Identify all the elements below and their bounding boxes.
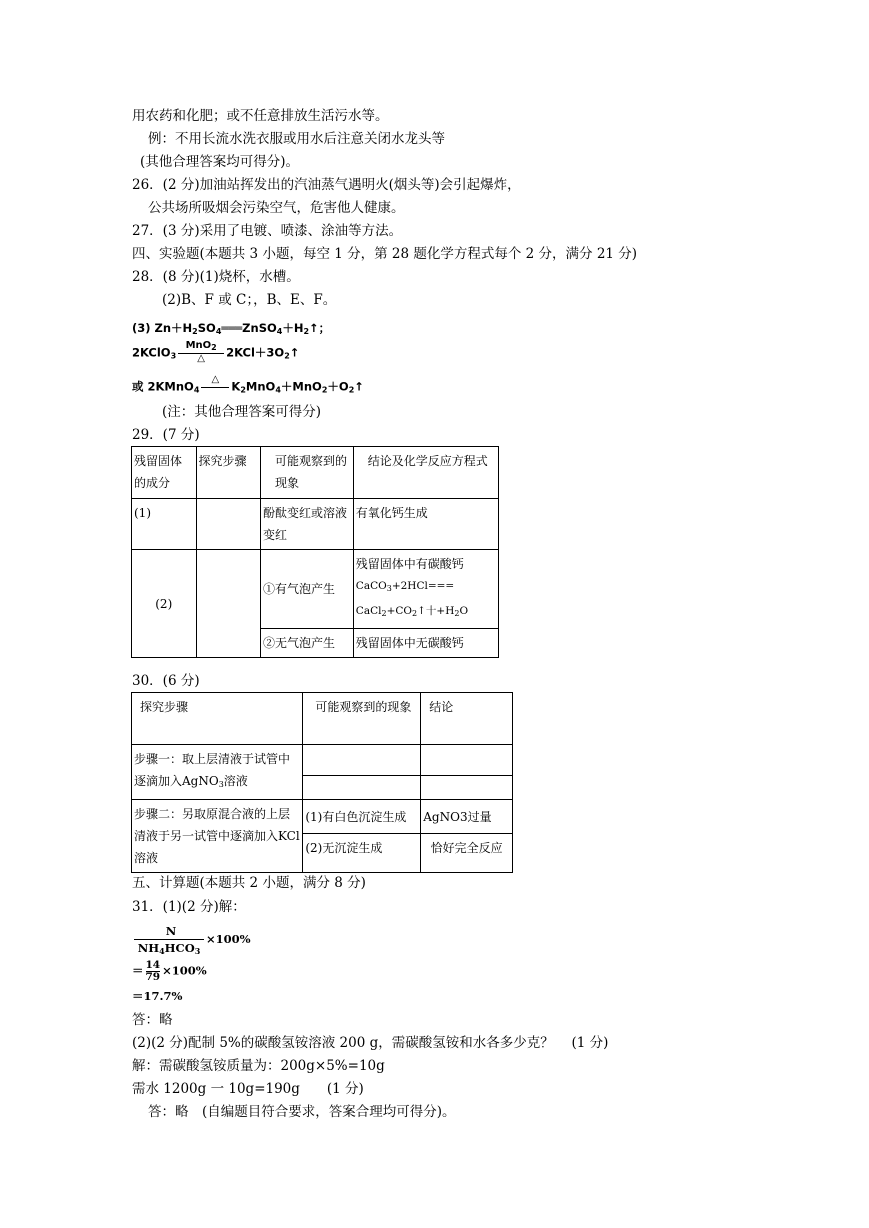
table-30 [131,692,513,873]
table-header-row [132,693,513,745]
question-30: 30．(6 分) [132,673,200,689]
text-line: 公共场所吸烟会污染空气，危害他人健康。 [148,200,405,216]
equation-kmno4: 或 2KMnO$_4$ △ $K_2MnO_4+MnO_2+O_2↑$ [132,374,364,395]
formula-term: ×100% [206,932,251,946]
text-line: 需水 1200g 一 10g=190g (1 分) [132,1081,364,1097]
section-heading-experiment: 四、实验题(本题共 3 小题，每空 1 分，第 28 题化学方程式每个 2 分，满分 21 分) [132,246,638,262]
table-cell [421,775,513,799]
header-cell: 残留固体的成分 [132,447,197,499]
formula-row: ＝ $\frac{14}{79}$ ×100% [132,959,207,983]
text-line: 例：不用长流水洗衣服或用水后注意关闭水龙头等 [148,131,445,147]
table-29 [131,446,499,658]
answer-line: 答：略 [132,1012,173,1028]
header-cell: 探究步骤 [196,447,261,499]
table-cell [196,550,261,658]
question-31: 31．(1)(2 分)解： [132,899,246,915]
formula-row: ＝17.7% [132,989,183,1003]
fraction-denominator: $NH_4HCO_3$ [137,941,201,956]
note-line: (注：其他合理答案可得分) [162,404,322,420]
text-line: 解：需碳酸氢铵质量为：200g×5%=10g [132,1058,385,1074]
equation-block [132,318,362,402]
table-row [132,800,513,834]
table-row [132,745,513,776]
table-cell: 步骤二：另取原混合液的上层清液于另一试管中逐滴加入KCl溶液 [132,800,303,873]
cell-line: CaCO$_3$+2HCl=== [355,580,455,593]
question-26: 26．(2 分)加油站挥发出的汽油蒸气遇明火(烟头等)会引起爆炸， [132,177,521,193]
table-cell: ②无气泡产生 [261,629,354,658]
fraction-numerator: N [165,924,177,938]
cell-line: 残留固体中有碳酸钙 [355,557,464,571]
question-29: 29．(7 分) [132,427,200,443]
table-cell: 酚酞变红或溶液变红 [261,499,354,550]
header-cell: 可能观察到的现象 [303,693,421,745]
question-27: 27．(3 分)采用了电镀、喷漆、涂油等方法。 [132,223,403,239]
fraction-bar [134,939,204,940]
table-header-row [132,447,499,499]
answer-line: 答：略 (自编题目符合要求，答案合理均可得分)。 [148,1104,456,1120]
table-cell: 有氧化钙生成 [353,499,498,550]
table-cell: 恰好完全反应 [421,834,513,873]
table-cell: (2)无沉淀生成 [303,834,421,873]
cell-line: $CaCl_2+CO_2↑$十$+H_2O$ [355,605,469,618]
table-row [132,499,499,550]
text-line: (2)B、F 或 C；，B、E、F。 [162,292,337,308]
header-cell: 探究步骤 [132,693,303,745]
table-cell [303,775,421,799]
header-cell: 结论及化学反应方程式 [353,447,498,499]
section-heading-calculation: 五、计算题(本题共 2 小题，满分 8 分) [132,875,366,891]
table-cell: 残留固体中无碳酸钙 [353,629,498,658]
text-line: (2)(2 分)配制 5%的碳酸氢铵溶液 200 g，需碳酸氢铵和水各多少克？ (1 分) [132,1035,609,1051]
header-cell: 可能观察到的现象 [261,447,354,499]
text-line: (其他合理答案均可得分)。 [140,154,300,170]
table-cell [303,745,421,776]
table-cell: (1)有白色沉淀生成 [303,800,421,834]
formula-block [132,922,250,1004]
table-row [132,550,499,629]
table-cell: ①有气泡产生 [261,550,354,629]
question-28: 28．(8 分)(1)烧杯，水槽。 [132,269,300,285]
table-cell [421,745,513,776]
table-cell [353,550,498,629]
header-cell: 结论 [421,693,513,745]
equation-kclo3: 2KClO$_3$ MnO$_2$ △ $2KCl+3O_2↑$ [132,340,300,364]
table-cell: AgNO3过量 [421,800,513,834]
equation-zn: (3) $Zn+H_2SO_4═══ZnSO_4+H_2↑$； [132,321,331,336]
table-cell: (2) [132,550,197,658]
table-cell: (1) [132,499,197,550]
table-cell [196,499,261,550]
table-cell: 步骤一：取上层清液于试管中逐滴加入AgNO$_3$溶液 [132,745,303,800]
text-line: 用农药和化肥；或不任意排放生活污水等。 [132,108,389,124]
